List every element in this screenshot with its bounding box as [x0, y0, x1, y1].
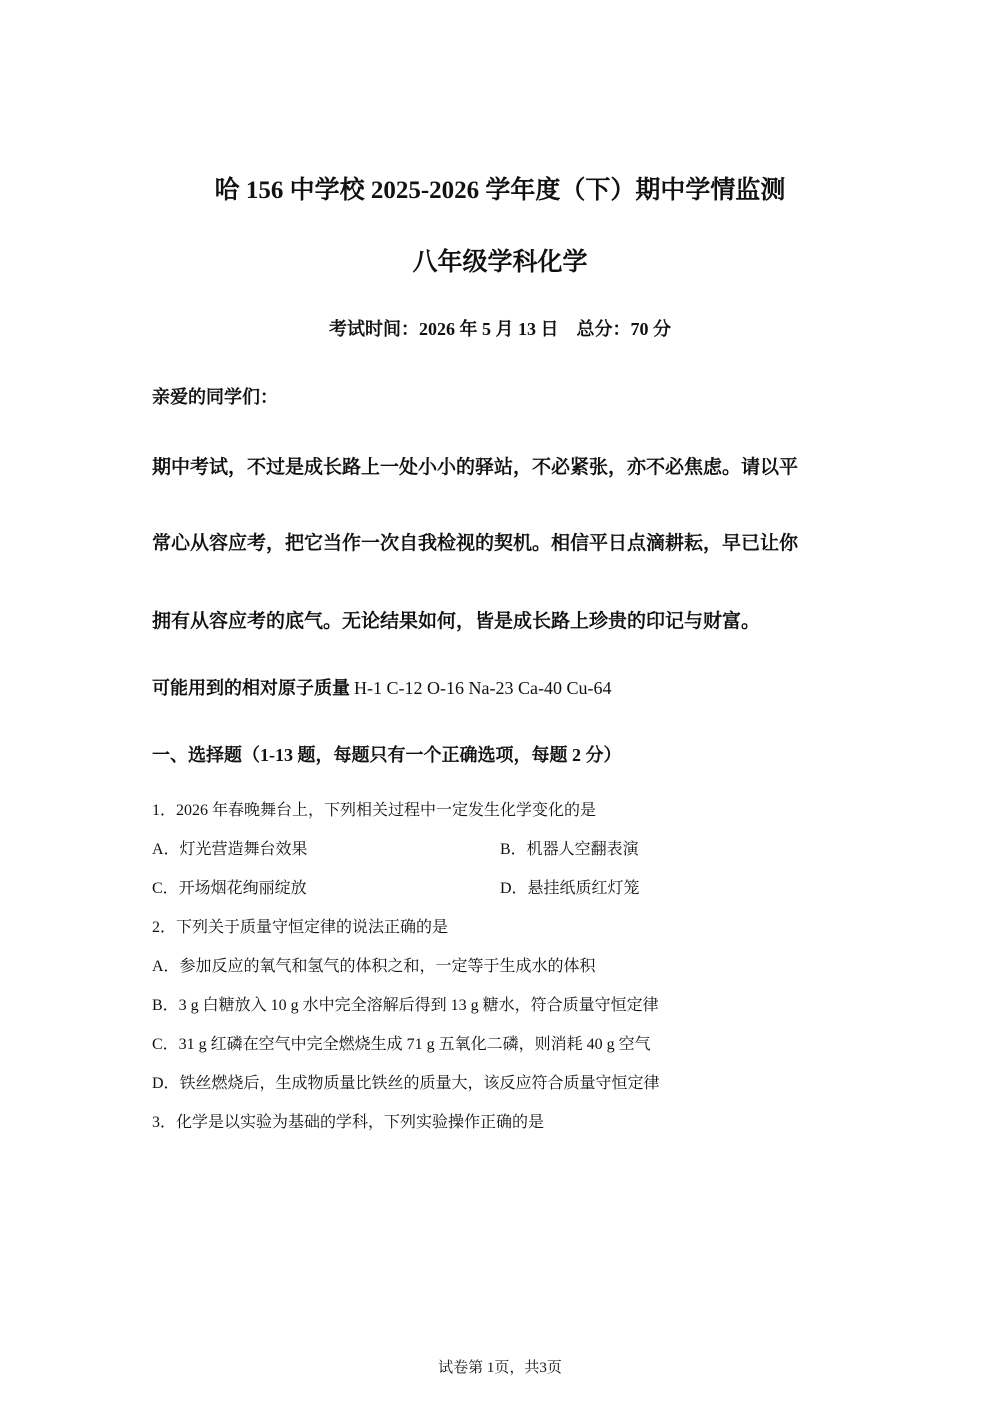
question-1-option-c: C．开场烟花绚丽绽放: [152, 880, 307, 897]
exam-info: 考试时间：2026 年 5 月 13 日 总分：70 分: [329, 319, 671, 339]
atomic-mass-values: H-1 C-12 O-16 Na-23 Ca-40 Cu-64: [354, 678, 612, 698]
question-2-stem: 2．下列关于质量守恒定律的说法正确的是: [152, 919, 449, 936]
intro-line-3: 拥有从容应考的底气。无论结果如何，皆是成长路上珍贵的印记与财富。: [152, 610, 761, 632]
question-1-option-d: D．悬挂纸质红灯笼: [500, 880, 640, 897]
question-1-stem: 1．2026 年春晚舞台上，下列相关过程中一定发生化学变化的是: [152, 802, 597, 819]
question-2-option-a: A．参加反应的氧气和氢气的体积之和，一定等于生成水的体积: [152, 958, 596, 975]
question-1-option-b: B．机器人空翻表演: [500, 841, 639, 858]
question-2-option-c: C．31 g 红磷在空气中完全燃烧生成 71 g 五氧化二磷，则消耗 40 g 空气: [152, 1036, 651, 1053]
section-heading: 一、选择题（1-13 题，每题只有一个正确选项，每题 2 分）: [152, 745, 622, 765]
page-footer: 试卷第 1页，共3页: [438, 1360, 562, 1376]
question-2-option-d: D．铁丝燃烧后，生成物质量比铁丝的质量大，该反应符合质量守恒定律: [152, 1075, 660, 1092]
question-1-option-a: A．灯光营造舞台效果: [152, 841, 308, 858]
question-2-option-b: B．3 g 白糖放入 10 g 水中完全溶解后得到 13 g 糖水，符合质量守恒定律: [152, 997, 659, 1014]
intro-line-1: 期中考试，不过是成长路上一处小小的驿站，不必紧张，亦不必焦虑。请以平: [152, 456, 799, 478]
exam-subtitle: 八年级学科化学: [412, 247, 588, 276]
question-3-stem: 3．化学是以实验为基础的学科，下列实验操作正确的是: [152, 1114, 545, 1131]
atomic-mass-label: 可能用到的相对原子质量: [152, 678, 350, 699]
exam-title: 哈 156 中学校 2025-2026 学年度（下）期中学情监测: [214, 177, 786, 204]
intro-line-2: 常心从容应考，把它当作一次自我检视的契机。相信平日点滴耕耘，早已让你: [152, 532, 799, 554]
greeting: 亲爱的同学们：: [152, 387, 278, 408]
atomic-mass-line: [152, 674, 611, 700]
